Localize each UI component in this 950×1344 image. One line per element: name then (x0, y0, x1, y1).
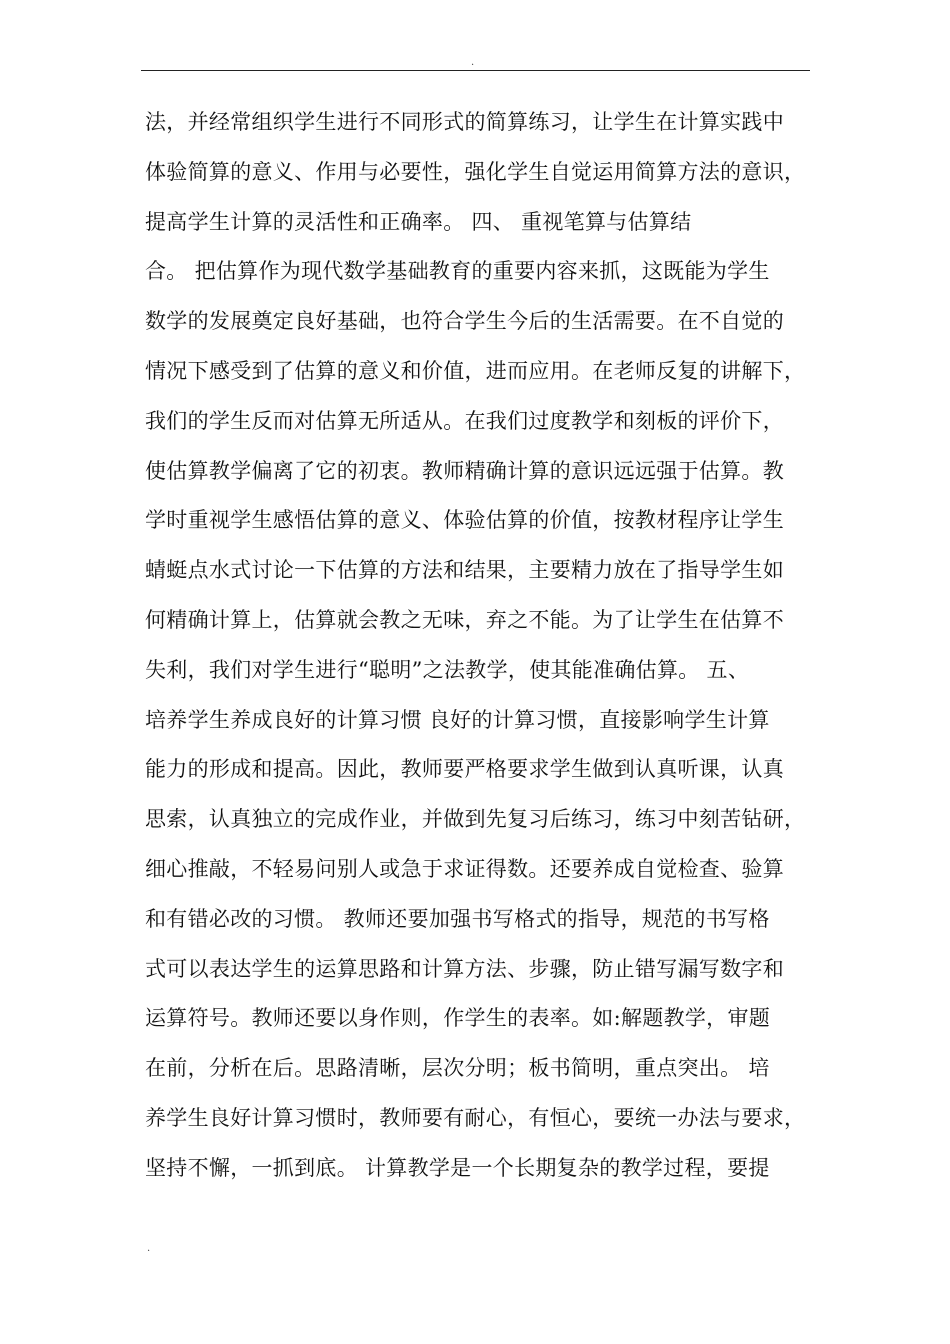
text-line: 运算符号。教师还要以身作则，作学生的表率。如:解题教学，审题 (145, 1006, 771, 1031)
text-line: 蜻蜓点水式讨论一下估算的方法和结果，主要精力放在了指导学生如 (145, 558, 784, 583)
footer-mark: . (147, 1243, 151, 1254)
text-line: 思索，认真独立的完成作业，并做到先复习后练习，练习中刻苦钻研， (145, 807, 806, 832)
text-line: 失利，我们对学生进行“聪明”之法教学，使其能准确估算。 五、 (145, 657, 750, 682)
text-line: 坚持不懈，一抓到底。 计算教学是一个长期复杂的教学过程，要提 (145, 1155, 770, 1180)
document-body (145, 98, 825, 1194)
text-line: 学时重视学生感悟估算的意义、体验估算的价值，按教材程序让学生 (145, 508, 784, 533)
text-line: 数学的发展奠定良好基础，也符合学生今后的生活需要。在不自觉的 (145, 309, 784, 334)
text-line: 何精确计算上，估算就会教之无味，弃之不能。为了让学生在估算不 (145, 607, 784, 632)
text-line: 在前，分析在后。思路清晰，层次分明；板书简明，重点突出。 培 (145, 1056, 770, 1081)
text-line: 培养学生养成良好的计算习惯 良好的计算习惯，直接影响学生计算 (145, 707, 770, 732)
text-line: 和有错必改的习惯。 教师还要加强书写格式的指导，规范的书写格 (145, 906, 770, 931)
text-line: 法，并经常组织学生进行不同形式的简算练习，让学生在计算实践中 (145, 110, 784, 134)
text-line: 养学生良好计算习惯时，教师要有耐心，有恒心，要统一办法与要求， (145, 1105, 806, 1130)
text-line: 提高学生计算的灵活性和正确率。 四、 重视笔算与估算结 (145, 209, 692, 234)
text-line: 式可以表达学生的运算思路和计算方法、步骤，防止错写漏写数字和 (145, 956, 784, 981)
text-line: 合。 把估算作为现代数学基础教育的重要内容来抓，这既能为学生 (145, 259, 770, 284)
text-line: 情况下感受到了估算的意义和价值，进而应用。在老师反复的讲解下， (145, 358, 806, 383)
text-line: 细心推敲，不轻易问别人或急于求证得数。还要养成自觉检查、验算 (145, 856, 784, 881)
header-mark: . (471, 57, 475, 68)
text-line: 体验简算的意义、作用与必要性，强化学生自觉运用简算方法的意识， (145, 159, 806, 184)
text-line: 能力的形成和提高。因此，教师要严格要求学生做到认真听课，认真 (145, 757, 784, 782)
header-rule (141, 70, 810, 71)
text-line: 我们的学生反而对估算无所适从。在我们过度教学和刻板的评价下， (145, 408, 784, 433)
text-line: 使估算教学偏离了它的初衷。教师精确计算的意识远远强于估算。教 (145, 458, 784, 483)
